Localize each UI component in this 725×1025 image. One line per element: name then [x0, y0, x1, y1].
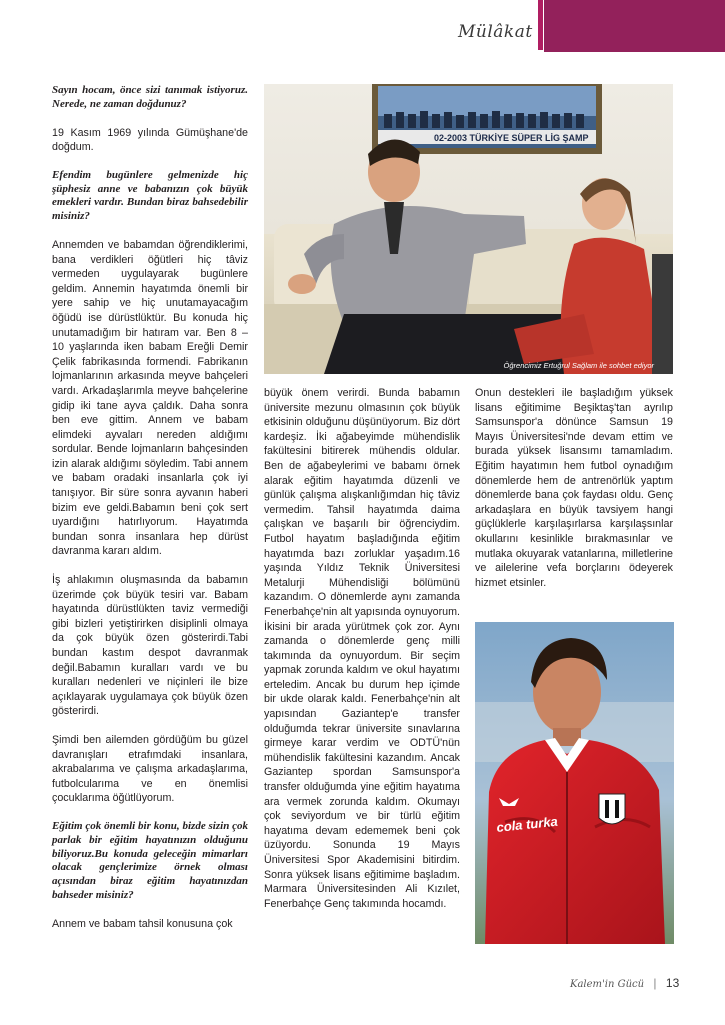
- sponsor-text: cola turka: [495, 813, 559, 835]
- interview-photo: [264, 84, 673, 374]
- poster-banner-text: 02-2003 TÜRKİYE SÜPER LİG ŞAMP: [434, 133, 589, 143]
- article-column-2: [264, 386, 460, 925]
- section-title: Mülâkat: [458, 22, 533, 42]
- interview-answer: Şimdi ben ailemden gördüğüm bu güzel davranışları etrafımdaki insanlara, akrabalarıma ve çalışma arkadaşlarıma, futbolcularıma ve en önemlisi çocuklarıma öğütlüyorum.: [52, 733, 248, 805]
- header-accent-stripe: [538, 0, 543, 50]
- page-number: 13: [665, 976, 680, 990]
- article-column-3: [475, 386, 673, 604]
- magazine-name: Kalem'in Gücü: [570, 979, 645, 990]
- interview-question: Efendim bugünlere gelmenizde hiç şüphesiz anne ve babanızın çok büyük emekleri vardır. Bundan biraz bahsedebilir misiniz?: [52, 168, 248, 223]
- coach-portrait-image: [475, 622, 674, 944]
- interview-answer: Annemden ve babamdan öğrendiklerimi, bana verdikleri öğütleri hiç tâviz vermeden uygulayarak bugünlere geldim. Annemin hayatımda önemli bir yere sahip ve hiç unutamayacağım öğüdü ise dürüstlüktür. Bu konuda hiç unutamadığım bir hatıram var. Ben 8 – 10 yaşlarında iken babam Ereğli Demir Çelik fabrikasında formendi. Fabrikanın lojmanlarının arkasında meyve bahçeleri vardı. Arkadaşlarımla meyve bahçelerine gidip iki tane ayva çaldık. Daha sonra ben eve gittim. Annem ve babam elimdeki ayvaları nereden aldığımı sordular. Bende lojmanların bahçesinden izin alarak aldığımı söyledim. Tabi annem ve babam oradaki insanlarla çok iyi tanışıyor. Bir süre sonra ayvanın haberi bizim eve geldi.Babamın beni çok sert uyardığını hatırlıyorum. Hayatımda bundan sonra insanlara hep dürüst davranma kararı aldım.: [52, 238, 248, 558]
- interview-answer: Onun destekleri ile başladığım yüksek lisans eğitimime Beşiktaş'tan ayrılıp Samsunspor'a dönünce Samsun 19 Mayıs Üniversitesi'nde devam ettim ve burada yüksek lisansımı tamamladım. Eğitim hayatımın hem futbol oynadığım dönemlerde hem de antrenörlük yaptım dönemlerde bana çok faydası oldu. Genç arkadaşlara en büyük tavsiyem hangi güçlüklerle karşılaşırlarsa karşılaşsınlar okullarını kesinlikle bırakmasınlar ve mutlaka okuyarak vatanlarına, milletlerine ve ailelerine vefa borçlarını ödeyerek hizmet etsinler.: [475, 387, 673, 589]
- interview-question: Sayın hocam, önce sizi tanımak istiyoruz. Nerede, ne zaman doğdunuz?: [52, 84, 248, 110]
- interview-photo-image: [264, 84, 673, 374]
- photo-caption: Öğrencimiz Ertuğrul Sağlam ile sohbet ediyor: [503, 361, 654, 370]
- header-color-block: [544, 0, 725, 52]
- article-column-1: [52, 84, 248, 945]
- interview-answer: İş ahlakımın oluşmasında da babamın üzerimde çok büyük tesiri var. Babam hayatında dürüstlükten taviz vermediği gibi bizleri yetiştirirken disiplinli olmaya da çok büyük özen gösterirdi.Tabi bundan kastım despot davranmak değil.Babamın kuralları vardı ve bu kuralları nedenleri ve niçinleri ile bize açıklayarak uygulamaya çok büyük özen gösterirdi.: [52, 574, 248, 718]
- interview-question: Eğitim çok önemli bir konu, bizde sizin çok parlak bir eğitim hayatınızın olduğunu biliyoruz.Bu konuda geleceğin mimarları olacak gençlerimize örnek olması açısından biraz eğitim hayatınızdan bahseder misiniz?: [52, 819, 248, 901]
- interview-answer: 19 Kasım 1969 yılında Gümüşhane'de doğdum.: [52, 126, 248, 154]
- footer-divider: |: [653, 976, 657, 990]
- coach-portrait-photo: [475, 622, 674, 944]
- interview-answer: büyük önem verirdi. Bunda babamın üniversite mezunu olmasının çok büyük etkisinin olduğunu düşünüyorum. Biz dört kardeşiz. İki ağabeyimde mühendislik fakültesini bitirerek mühendis oldular. Ben de ağabeylerimi ve babamı örnek alarak eğitim hayatımda düzenli ve günlük çalışma alışkanlığımdan hiç tâviz vermedim. Tahsil hayatımda daima çalışkan ve başarılı bir öğrenciydim. Futbol hayatım başladığında eğitim hayatımda bazı zorluklar yaşadım.16 yaşında Yıldız Teknik Üniversitesi Metalurji Mühendisliği bölümünü kazandım. O dönemlerde aynı zamanda Fenerbahçe'nin alt yapısında oynuyorum. İkisini bir arada yürütmek çok zor. Aynı zamanda o dönemlerde genç milli takımında da oynuyordum. Bir seçim yapmak zorunda kaldım ve okul hayatımı erteledim. Ancak bu durum hep içimde bir ukde olarak kaldı. Fenerbahçe'nin alt yapısından Gaziantep'e transfer olduğumda tekrar üniversite sınavlarına girmeye karar verdim ve ODTÜ'nün mühendislik fakültesini kazandım. Ancak Gaziantep spordan Samsunspor'a transfer olduğumda yine eğitim hayatıma ara vermek zorunda kaldım. Okumayı çok seviyordum ve bir türlü eğitim hayatıma devam edememek beni çok üzüyordu. Sonunda 19 Mayıs Üniversitesi Spor Akademisini bitirdim. Sonra yüksek lisans eğitimime başladım. Marmara Üniversitesinden Ali Kızılet, Fenerbahçe Genç takımında hocamdı.: [264, 387, 460, 910]
- interview-answer: Annem ve babam tahsil konusuna çok: [52, 917, 233, 930]
- page-footer: [570, 976, 679, 990]
- club-crest: [599, 794, 625, 824]
